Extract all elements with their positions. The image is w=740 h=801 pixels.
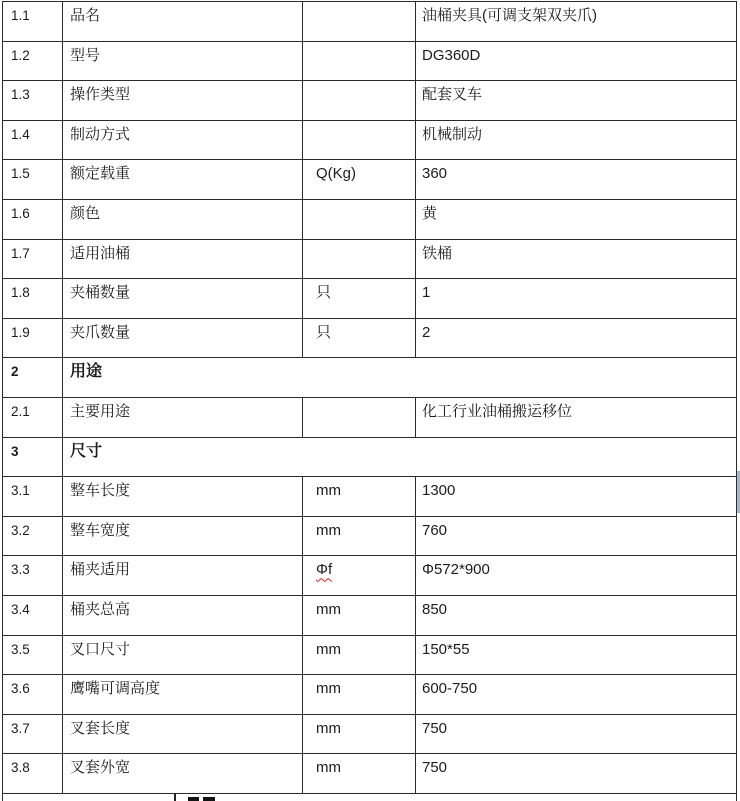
row-number-cell: 1.5 [3, 160, 63, 199]
row-number-cell: 1.3 [3, 81, 63, 120]
value-cell: 360 [422, 165, 448, 183]
table-row [3, 240, 736, 280]
table-row [3, 596, 736, 636]
unit-text: mm [316, 600, 341, 618]
unit-text: mm [316, 521, 341, 539]
item-name-cell: 叉口尺寸 [63, 636, 303, 675]
table-row [3, 319, 736, 359]
unit-text: 只 [316, 323, 332, 341]
unit-text: mm [316, 640, 341, 658]
row-number-cell: 1.8 [3, 279, 63, 318]
row-number-cell: 3.3 [3, 556, 63, 595]
unit-cell [303, 754, 416, 793]
row-number-cell: 1.7 [3, 240, 63, 279]
value-cell: 2 [422, 323, 431, 341]
unit-cell [303, 319, 416, 358]
value-cell: 150*55 [422, 640, 470, 658]
unit-cell [303, 160, 416, 199]
unit-cell [303, 636, 416, 675]
item-name-cell: 桶夹适用 [63, 556, 303, 595]
item-name-cell: 适用油桶 [63, 240, 303, 279]
value-cell: 600-750 [422, 680, 478, 698]
section-number-cell: 3 [3, 438, 63, 477]
item-name-cell: 制动方式 [63, 121, 303, 160]
item-name-cell: 主要用途 [63, 398, 303, 437]
item-name-cell: 整车宽度 [63, 517, 303, 556]
spec-table-rows [3, 2, 736, 794]
unit-text: mm [316, 759, 341, 777]
partial-row-column-border [174, 794, 176, 801]
unit-text: mm [316, 680, 341, 698]
row-number-cell: 3.4 [3, 596, 63, 635]
item-name-cell: 鹰嘴可调高度 [63, 675, 303, 714]
row-number-cell: 3.7 [3, 715, 63, 754]
item-name-cell: 叉套长度 [63, 715, 303, 754]
value-cell: 铁桶 [422, 244, 453, 262]
unit-text: 只 [316, 284, 332, 302]
unit-cell [303, 596, 416, 635]
item-name-cell: 型号 [63, 42, 303, 81]
value-cell: 配套叉车 [422, 86, 483, 104]
unit-cell [303, 240, 416, 279]
value-cell: 化工行业油桶搬运移位 [422, 402, 573, 420]
value-cell: 750 [422, 759, 448, 777]
value-cell: 黄 [422, 204, 438, 222]
section-title-cell: 用途 [70, 363, 103, 381]
unit-cell [303, 2, 416, 41]
unit-text: Φf [316, 561, 333, 579]
partial-next-row [3, 794, 736, 801]
unit-cell [303, 81, 416, 120]
table-row [3, 754, 736, 794]
table-row [3, 715, 736, 755]
item-name-cell: 颜色 [63, 200, 303, 239]
unit-cell [303, 517, 416, 556]
unit-cell [303, 279, 416, 318]
unit-cell [303, 42, 416, 81]
partial-row-clipped-text-fragment [188, 797, 215, 801]
unit-text: mm [316, 719, 341, 737]
row-number-cell: 1.4 [3, 121, 63, 160]
table-row [3, 121, 736, 161]
table-row [3, 556, 736, 596]
table-row [3, 398, 736, 438]
value-cell: 机械制动 [422, 125, 483, 143]
item-name-cell: 品名 [63, 2, 303, 41]
table-row [3, 81, 736, 121]
row-number-cell: 1.1 [3, 2, 63, 41]
table-row [3, 160, 736, 200]
table-row [3, 42, 736, 82]
value-cell: Φ572*900 [422, 561, 490, 579]
value-cell: 1300 [422, 482, 456, 500]
item-name-cell: 夹爪数量 [63, 319, 303, 358]
row-number-cell: 1.9 [3, 319, 63, 358]
item-name-cell: 操作类型 [63, 81, 303, 120]
item-name-cell: 额定载重 [63, 160, 303, 199]
row-number-cell: 3.6 [3, 675, 63, 714]
row-number-cell: 3.1 [3, 477, 63, 516]
value-cell: 760 [422, 521, 448, 539]
value-cell: 油桶夹具(可调支架双夹爪) [422, 7, 597, 24]
section-title-cell: 尺寸 [70, 442, 103, 460]
table-row [3, 2, 736, 42]
table-row [3, 517, 736, 557]
value-cell: DG360D [422, 46, 481, 64]
unit-cell [303, 398, 416, 437]
table-row [3, 636, 736, 676]
row-number-cell: 1.6 [3, 200, 63, 239]
unit-cell [303, 715, 416, 754]
value-cell: 1 [422, 284, 431, 302]
row-number-cell: 3.8 [3, 754, 63, 793]
value-cell: 850 [422, 600, 448, 618]
value-cell: 750 [422, 719, 448, 737]
row-number-cell: 3.5 [3, 636, 63, 675]
unit-cell [303, 200, 416, 239]
item-name-cell: 桶夹总高 [63, 596, 303, 635]
item-name-cell: 整车长度 [63, 477, 303, 516]
unit-cell [303, 121, 416, 160]
section-header-row [3, 438, 736, 478]
section-header-row [3, 358, 736, 398]
spec-table [2, 1, 737, 801]
table-row [3, 279, 736, 319]
row-number-cell: 3.2 [3, 517, 63, 556]
unit-text: Q(Kg) [316, 165, 357, 183]
table-row [3, 675, 736, 715]
item-name-cell: 叉套外宽 [63, 754, 303, 793]
unit-cell [303, 477, 416, 516]
row-number-cell: 1.2 [3, 42, 63, 81]
table-row [3, 477, 736, 517]
item-name-cell: 夹桶数量 [63, 279, 303, 318]
unit-cell [303, 556, 416, 595]
section-number-cell: 2 [3, 358, 63, 397]
row-number-cell: 2.1 [3, 398, 63, 437]
unit-text: mm [316, 482, 341, 500]
unit-cell [303, 675, 416, 714]
table-row [3, 200, 736, 240]
